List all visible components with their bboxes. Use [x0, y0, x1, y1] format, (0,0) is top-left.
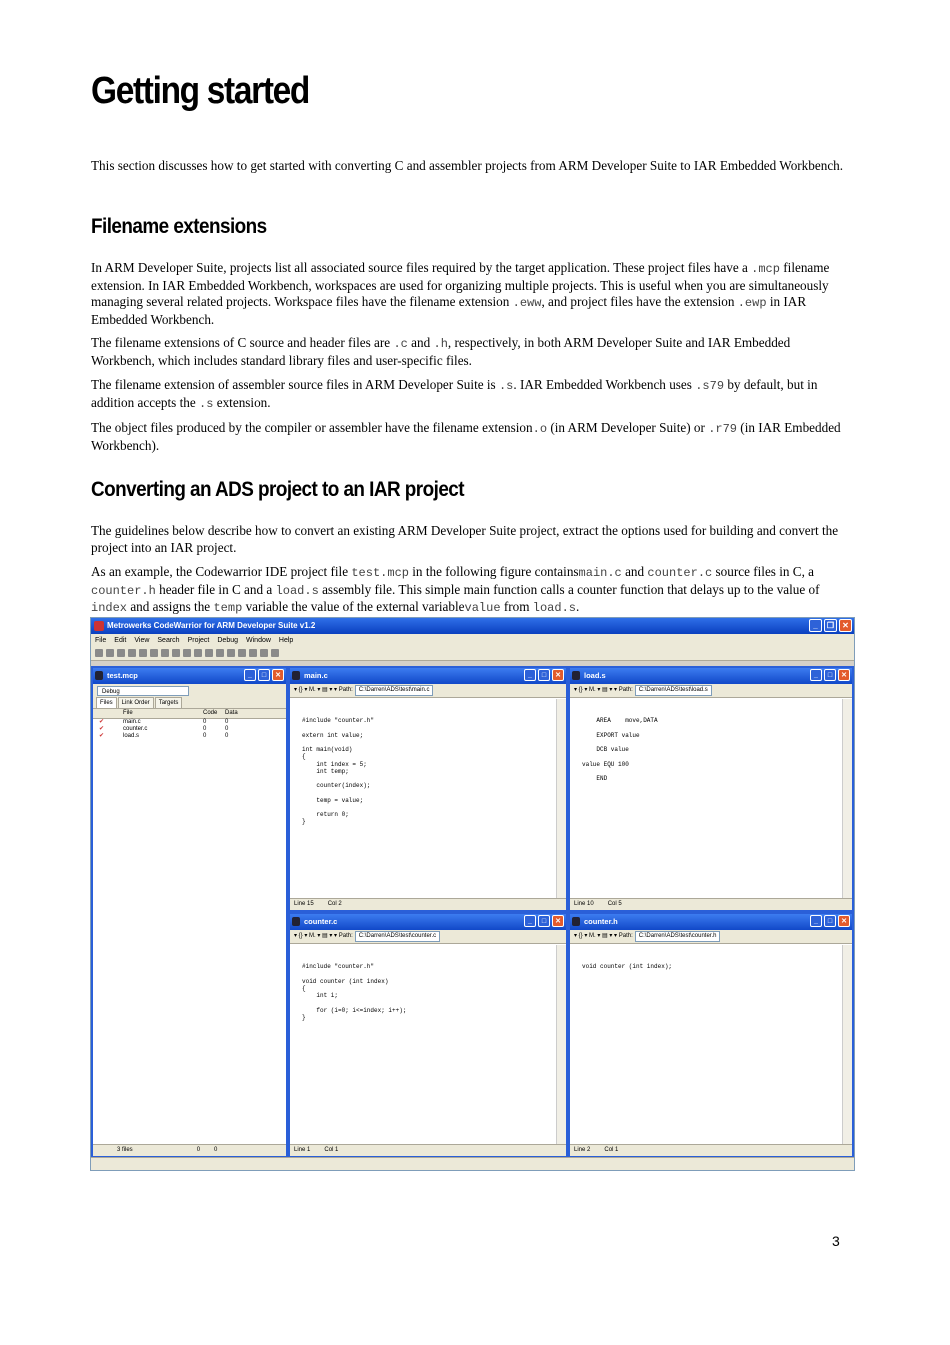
save-icon[interactable] [128, 649, 136, 657]
redo-icon[interactable] [161, 649, 169, 657]
make-icon[interactable] [227, 649, 235, 657]
page-number: 3 [832, 1233, 840, 1249]
editor-status: Line 2 Col 1 [570, 1144, 852, 1156]
column-file[interactable]: File [123, 710, 133, 716]
close-icon[interactable]: ✕ [838, 669, 850, 681]
path-field[interactable]: C:\Darren\ADS\test\counter.c [355, 931, 440, 942]
list-item[interactable]: ✔ counter.c 0 0 [93, 726, 286, 733]
minimize-icon[interactable]: _ [524, 669, 536, 681]
filename-extensions-p1: In ARM Developer Suite, projects list all associated source files required by the target application. These project files have a .mcp filename extension. In IAR Embedded Workbench, workspaces are used for organizing multiple projects. This is useful when you are simultaneously managing several related projects. Workspace files have the filename extension .eww, and project files have the extension .ewp in IAR Embedded Workbench. [91, 260, 830, 327]
open-icon[interactable] [117, 649, 125, 657]
column-code[interactable]: Code [203, 710, 218, 716]
bug-icon: ✔ [99, 726, 105, 732]
close-icon[interactable]: ✕ [552, 669, 564, 681]
minimize-icon[interactable]: _ [809, 619, 822, 632]
editor-title: counter.c [304, 917, 338, 926]
maximize-icon[interactable]: □ [258, 669, 270, 681]
editor-window-load [568, 666, 854, 912]
restore-icon[interactable]: ❐ [824, 619, 837, 632]
list-item[interactable]: ✔ load.s 0 0 [93, 733, 286, 740]
minimize-icon[interactable]: _ [810, 915, 822, 927]
column-data[interactable]: Data [225, 710, 238, 716]
editor-status: Line 1 Col 1 [290, 1144, 566, 1156]
target-select[interactable]: Debug [97, 686, 189, 696]
project-window [91, 666, 288, 1158]
code-area[interactable]: AREA move,DATA EXPORT value DCB value value EQU 100 END [582, 717, 658, 783]
file-icon [292, 917, 300, 926]
code-area[interactable]: #include "counter.h" extern int value; int main(void) { int index = 5; int temp; counter(index); temp = value; return 0; } [302, 717, 375, 826]
scrollbar[interactable] [556, 699, 566, 898]
editor-toolbar: ▾ {} ▾ M. ▾ ▤ ▾ ▾ Path: C:\Darren\ADS\test\counter.c [290, 930, 566, 944]
undo-icon[interactable] [150, 649, 158, 657]
find-icon[interactable] [205, 649, 213, 657]
tab-link-order[interactable]: Link Order [118, 697, 154, 708]
editor-status: Line 10 Col 5 [570, 898, 852, 910]
settings-icon[interactable] [271, 649, 279, 657]
intro-paragraph: This section discusses how to get started with converting C and assembler projects from ARM Developer Suite to IAR Embedded Workbench. [91, 158, 844, 173]
new-icon[interactable] [95, 649, 103, 657]
minimize-icon[interactable]: _ [244, 669, 256, 681]
maximize-icon[interactable]: □ [824, 669, 836, 681]
scrollbar[interactable] [556, 945, 566, 1144]
project-status: 3 files 0 0 [93, 1144, 286, 1156]
converting-p1: The guidelines below describe how to convert an existing ARM Developer Suite project, extract the options used for building and convert the project into an IAR project. [91, 523, 839, 555]
file-icon [292, 671, 300, 680]
print-icon[interactable] [139, 649, 147, 657]
run-icon[interactable] [249, 649, 257, 657]
editor-window-counter-c [288, 912, 568, 1158]
converting-p2: As an example, the Codewarrior IDE project file test.mcp in the following figure containsmain.c and counter.c source files in C, a counter.h header file in C and a load.s assembly file. This simple main function calls a counter function that delays up to the value of index and assigns the temp variable the value of the external variablevalue from load.s. [91, 564, 820, 615]
menu-bar [91, 634, 854, 647]
menu-window[interactable]: Window [246, 637, 271, 644]
copy-icon[interactable] [183, 649, 191, 657]
editor-toolbar: ▾ {} ▾ M. ▾ ▤ ▾ ▾ Path: C:\Darren\ADS\test\main.c [290, 684, 566, 698]
minimize-icon[interactable]: _ [810, 669, 822, 681]
path-field[interactable]: C:\Darren\ADS\test\counter.h [635, 931, 721, 942]
bug-icon: ✔ [99, 719, 105, 725]
editor-title: load.s [584, 671, 606, 680]
path-field[interactable]: C:\Darren\ADS\test\load.s [635, 685, 712, 696]
section-converting-title: Converting an ADS project to an IAR project [91, 478, 465, 501]
compile-icon[interactable] [216, 649, 224, 657]
paste-icon[interactable] [194, 649, 202, 657]
bug-icon: ✔ [99, 733, 105, 739]
menu-project[interactable]: Project [187, 637, 210, 644]
code-area[interactable]: void counter (int index); [582, 963, 673, 971]
menu-view[interactable]: View [134, 637, 150, 644]
ide-status-bar [91, 1157, 854, 1170]
menu-edit[interactable]: Edit [114, 637, 127, 644]
list-item[interactable]: ✔ main.c 0 0 [93, 719, 286, 726]
scrollbar[interactable] [842, 699, 852, 898]
tab-files[interactable]: Files [96, 697, 117, 708]
debug-icon[interactable] [238, 649, 246, 657]
code-area[interactable]: #include "counter.h" void counter (int index) { int i; for (i=0; i<=index; i++); } [302, 963, 407, 1021]
menu-help[interactable]: Help [278, 637, 294, 644]
cut-icon[interactable] [172, 649, 180, 657]
ide-titlebar [91, 618, 854, 634]
section-filename-extensions-title: Filename extensions [91, 215, 267, 238]
tab-targets[interactable]: Targets [155, 697, 183, 708]
close-icon[interactable]: ✕ [272, 669, 284, 681]
minimize-icon[interactable]: _ [524, 915, 536, 927]
filename-extensions-p3: The filename extension of assembler source files in ARM Developer Suite is .s. IAR Embedded Workbench uses .s79 by default, but in addition accepts the .s extension. [91, 377, 818, 411]
editor-title: counter.h [584, 917, 618, 926]
menu-search[interactable]: Search [157, 637, 180, 644]
maximize-icon[interactable]: □ [538, 915, 550, 927]
filename-extensions-p4: The object files produced by the compiler or assembler have the filename extension.o (in ARM Developer Suite) or .r79 (in IAR Embedded Workbench). [91, 420, 841, 453]
main-toolbar [91, 647, 854, 661]
close-icon[interactable]: ✕ [552, 915, 564, 927]
close-icon[interactable]: ✕ [839, 619, 852, 632]
project-file-icon [95, 671, 103, 680]
editor-toolbar: ▾ {} ▾ M. ▾ ▤ ▾ ▾ Path: C:\Darren\ADS\test\load.s [570, 684, 852, 698]
stop-icon[interactable] [260, 649, 268, 657]
editor-toolbar: ▾ {} ▾ M. ▾ ▤ ▾ ▾ Path: C:\Darren\ADS\test\counter.h [570, 930, 852, 944]
filename-extensions-p2: The filename extensions of C source and header files are .c and .h, respectively, in both ARM Developer Suite and IAR Embedded Workbench, which includes standard library files and user-specific files. [91, 335, 791, 368]
editor-title: main.c [304, 671, 328, 680]
project-window-title: test.mcp [107, 671, 138, 680]
close-icon[interactable]: ✕ [838, 915, 850, 927]
maximize-icon[interactable]: □ [824, 915, 836, 927]
editor-window-main [288, 666, 568, 912]
ide-title: Metrowerks CodeWarrior for ARM Developer Suite v1.2 [107, 621, 316, 630]
path-field[interactable]: C:\Darren\ADS\test\main.c [355, 685, 434, 696]
editor-window-counter-h [568, 912, 854, 1158]
scrollbar[interactable] [842, 945, 852, 1144]
app-icon [94, 621, 104, 631]
menu-file[interactable]: File [95, 637, 107, 644]
file-icon [572, 917, 580, 926]
new-project-icon[interactable] [106, 649, 114, 657]
file-icon [572, 671, 580, 680]
editor-status: Line 15 Col 2 [290, 898, 566, 910]
maximize-icon[interactable]: □ [538, 669, 550, 681]
menu-debug[interactable]: Debug [217, 637, 239, 644]
codewarrior-screenshot [90, 617, 855, 1171]
page-title: Getting started [91, 70, 310, 112]
